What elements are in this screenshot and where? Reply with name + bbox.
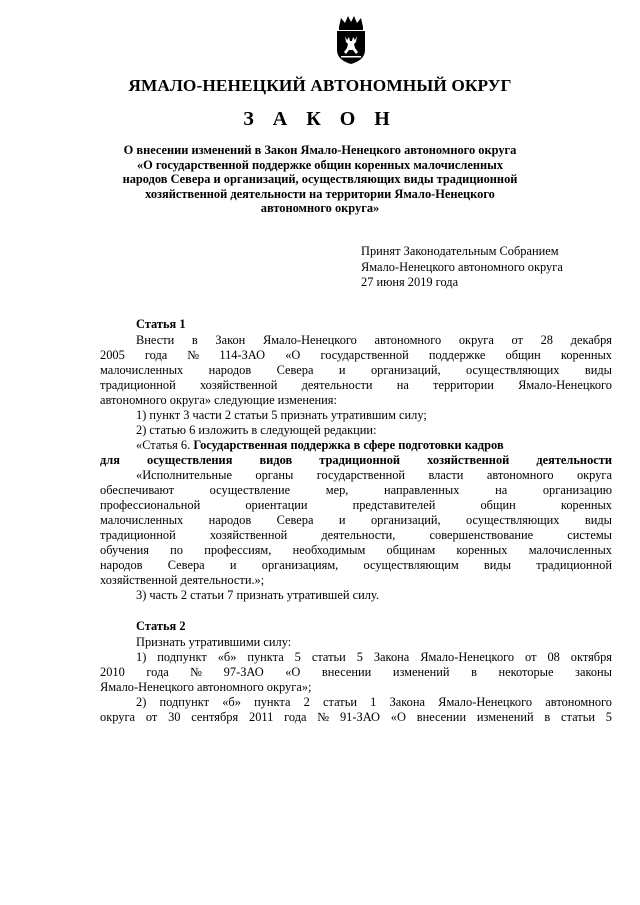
article-1-line: 3) часть 2 статьи 7 признать утратившей силу. bbox=[136, 588, 379, 602]
article-1-line: Внести в Закон Ямало-Ненецкого автономного округа от 28 декабря bbox=[136, 333, 612, 347]
article-1-line: 1) пункт 3 части 2 статьи 5 признать утратившим силу; bbox=[136, 408, 427, 422]
article-1-line: народов Севера и организациям, осуществляющим виды традиционной bbox=[100, 558, 612, 572]
law-title-line: О внесении изменений в Закон Ямало-Ненецкого автономного округа bbox=[123, 143, 517, 157]
adoption-date: 27 июня 2019 года bbox=[361, 275, 459, 289]
article-2-line: 1) подпункт «б» пункта 5 статьи 5 Закона Ямало-Ненецкого от 08 октября bbox=[136, 650, 612, 664]
article-1-line: 2) статью 6 изложить в следующей редакции: bbox=[136, 423, 377, 437]
article-1-line: 2005 года № 114-ЗАО «О государственной поддержке общин коренных bbox=[100, 348, 612, 362]
coat-of-arms-icon bbox=[333, 14, 369, 66]
article-2-line: 2) подпункт «б» пункта 2 статьи 1 Закона Ямало-Ненецкого автономного bbox=[136, 695, 612, 709]
adoption-line: Принят Законодательным Собранием bbox=[361, 244, 559, 258]
article-6-title-cont: для осуществления видов традиционной хозяйственной деятельности bbox=[100, 453, 612, 467]
article-1-line: малочисленных народов Севера и организаций, осуществляющих виды bbox=[100, 363, 612, 377]
law-title-line: «О государственной поддержке общин коренных малочисленных bbox=[136, 157, 504, 172]
law-title-line: автономного округа» bbox=[260, 201, 380, 216]
article-2-line: Ямало-Ненецкого автономного округа»; bbox=[100, 680, 312, 694]
article-6-label: «Статья 6. bbox=[136, 438, 191, 452]
article-1-line: «Исполнительные органы государственной власти автономного округа bbox=[136, 468, 612, 482]
article-1-line: профессиональной ориентации представителей общин коренных bbox=[100, 498, 612, 512]
article-1-line: обучения по профессиям, необходимым общинам коренных малочисленных bbox=[100, 543, 612, 557]
article-2-line: округа от 30 сентября 2011 года № 91-ЗАО «О внесении изменений в статьи 5 bbox=[100, 710, 612, 724]
article-1-heading: Статья 1 bbox=[136, 317, 186, 331]
article-1-line: малочисленных народов Севера и организаций, осуществляющих виды bbox=[100, 513, 612, 527]
article-2-heading: Статья 2 bbox=[136, 619, 186, 633]
adoption-note bbox=[361, 244, 631, 291]
document-type: З А К О Н bbox=[243, 108, 397, 130]
article-6-title: Государственная поддержка в сфере подготовки кадров bbox=[193, 438, 504, 452]
article-1-line: традиционной хозяйственной деятельности на территории Ямало-Ненецкого bbox=[100, 378, 612, 392]
region-name: ЯМАЛО-НЕНЕЦКИЙ АВТОНОМНЫЙ ОКРУГ bbox=[128, 76, 512, 95]
adoption-line: Ямало-Ненецкого автономного округа bbox=[361, 259, 563, 274]
law-title-line: народов Севера и организаций, осуществляющих виды традиционной bbox=[122, 172, 518, 187]
article-1-line: обеспечивают осуществление мер, направленных на организацию bbox=[100, 483, 612, 497]
article-1-line: традиционной хозяйственной деятельности, совершенствование системы bbox=[100, 528, 612, 542]
article-1-line: хозяйственной деятельности.»; bbox=[100, 573, 265, 587]
law-title bbox=[100, 143, 540, 216]
article-1-line: автономного округа» следующие изменения: bbox=[100, 393, 337, 407]
law-title-line: хозяйственной деятельности на территории Ямало-Ненецкого bbox=[145, 186, 495, 201]
article-2-line: Признать утратившими силу: bbox=[136, 635, 292, 649]
article-6-heading-line bbox=[136, 438, 612, 453]
article-2-line: 2010 года № 97-ЗАО «О внесении изменений в некоторые законы bbox=[100, 665, 612, 679]
